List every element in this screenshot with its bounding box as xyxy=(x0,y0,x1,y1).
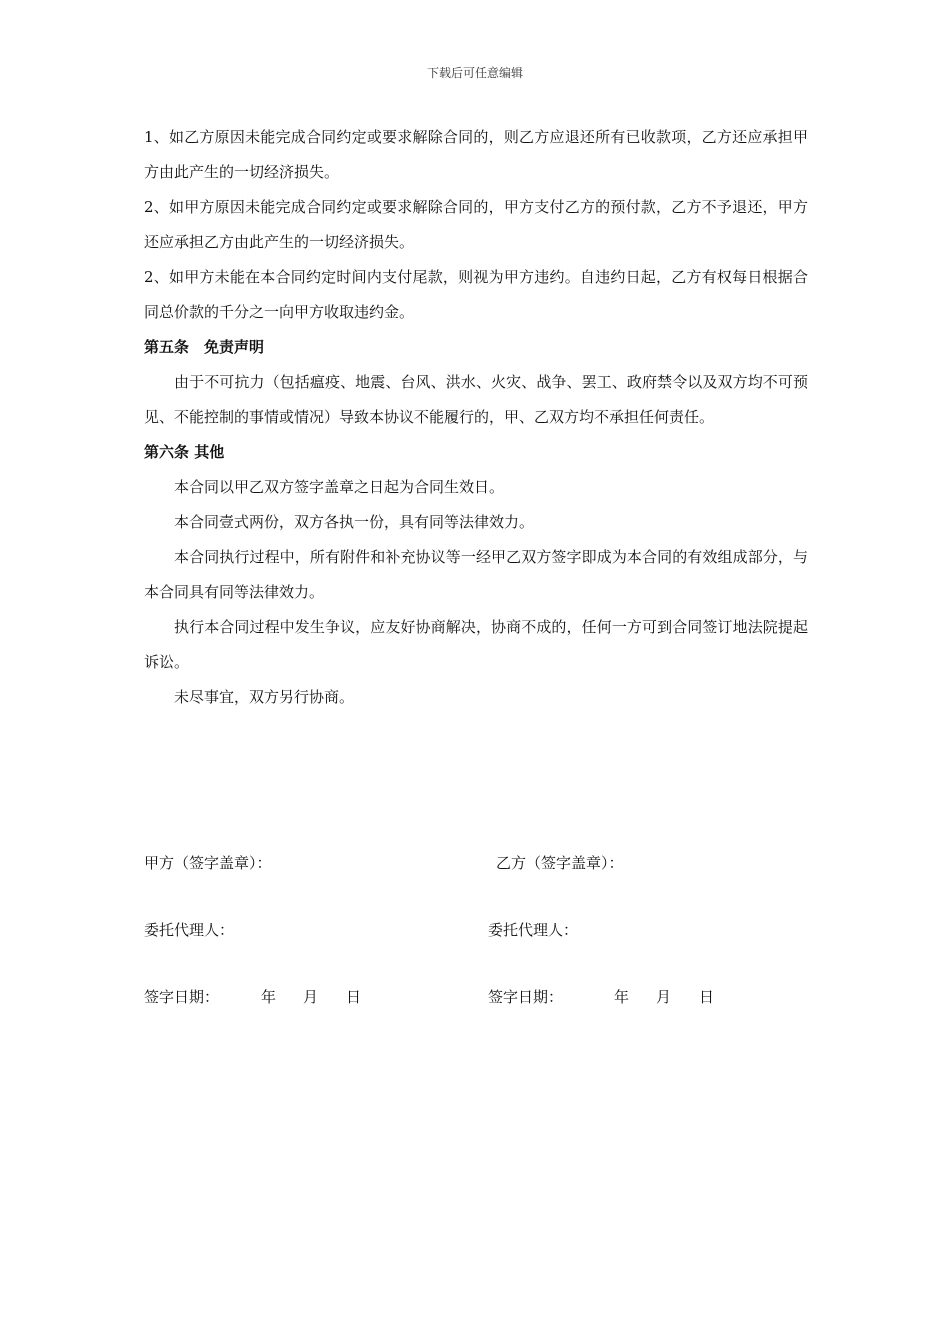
article-6-item: 本合同执行过程中，所有附件和补充协议等一经甲乙双方签字即成为本合同的有效组成部分，与本合同具有同等法律效力。 xyxy=(144,548,808,601)
signature-date-row xyxy=(144,986,808,1010)
party-b-date-day: 日 xyxy=(699,988,715,1006)
article-6-item: 执行本合同过程中发生争议，应友好协商解决，协商不成的，任何一方可到合同签订地法院提起诉讼。 xyxy=(144,618,808,671)
signature-seal-row xyxy=(144,852,808,876)
party-a-agent-label: 委托代理人： xyxy=(144,921,235,939)
clause-1: 1、如乙方原因未能完成合同约定或要求解除合同的，则乙方应退还所有已收款项，乙方还应承担甲方由此产生的一切经济损失。 xyxy=(144,128,808,181)
party-a-date-year: 年 xyxy=(261,988,277,1006)
article-5-heading: 第五条 免责声明 xyxy=(144,338,265,356)
article-6-heading: 第六条 其他 xyxy=(144,443,225,461)
party-b-agent-label: 委托代理人： xyxy=(488,921,579,939)
article-6-item: 未尽事宜，双方另行协商。 xyxy=(174,688,355,706)
signature-agent-row xyxy=(144,919,808,943)
party-b-date-label: 签字日期： xyxy=(488,988,564,1006)
header-note: 下载后可任意编辑 xyxy=(426,66,523,80)
party-a-date-month: 月 xyxy=(303,988,319,1006)
article-6-item: 本合同以甲乙双方签字盖章之日起为合同生效日。 xyxy=(174,478,505,496)
clause-2: 2、如甲方原因未能完成合同约定或要求解除合同的，甲方支付乙方的预付款，乙方不予退还，甲方还应承担乙方由此产生的一切经济损失。 xyxy=(144,198,808,251)
party-a-seal-label: 甲方（签字盖章）： xyxy=(144,854,272,872)
party-a-date-day: 日 xyxy=(346,988,362,1006)
party-a-date-label: 签字日期： xyxy=(144,988,220,1006)
party-b-date-year: 年 xyxy=(614,988,630,1006)
clause-3: 2、如甲方未能在本合同约定时间内支付尾款，则视为甲方违约。自违约日起，乙方有权每日根据合同总价款的千分之一向甲方收取违约金。 xyxy=(144,268,808,321)
party-b-seal-label: 乙方（签字盖章）： xyxy=(496,854,624,872)
article-6-item: 本合同壹式两份，双方各执一份，具有同等法律效力。 xyxy=(174,513,535,531)
article-5-body: 由于不可抗力（包括瘟疫、地震、台风、洪水、火灾、战争、罢工、政府禁令以及双方均不可预见、不能控制的事情或情况）导致本协议不能履行的，甲、乙双方均不承担任何责任。 xyxy=(144,373,808,426)
party-b-date-month: 月 xyxy=(656,988,672,1006)
contract-body xyxy=(144,120,808,715)
